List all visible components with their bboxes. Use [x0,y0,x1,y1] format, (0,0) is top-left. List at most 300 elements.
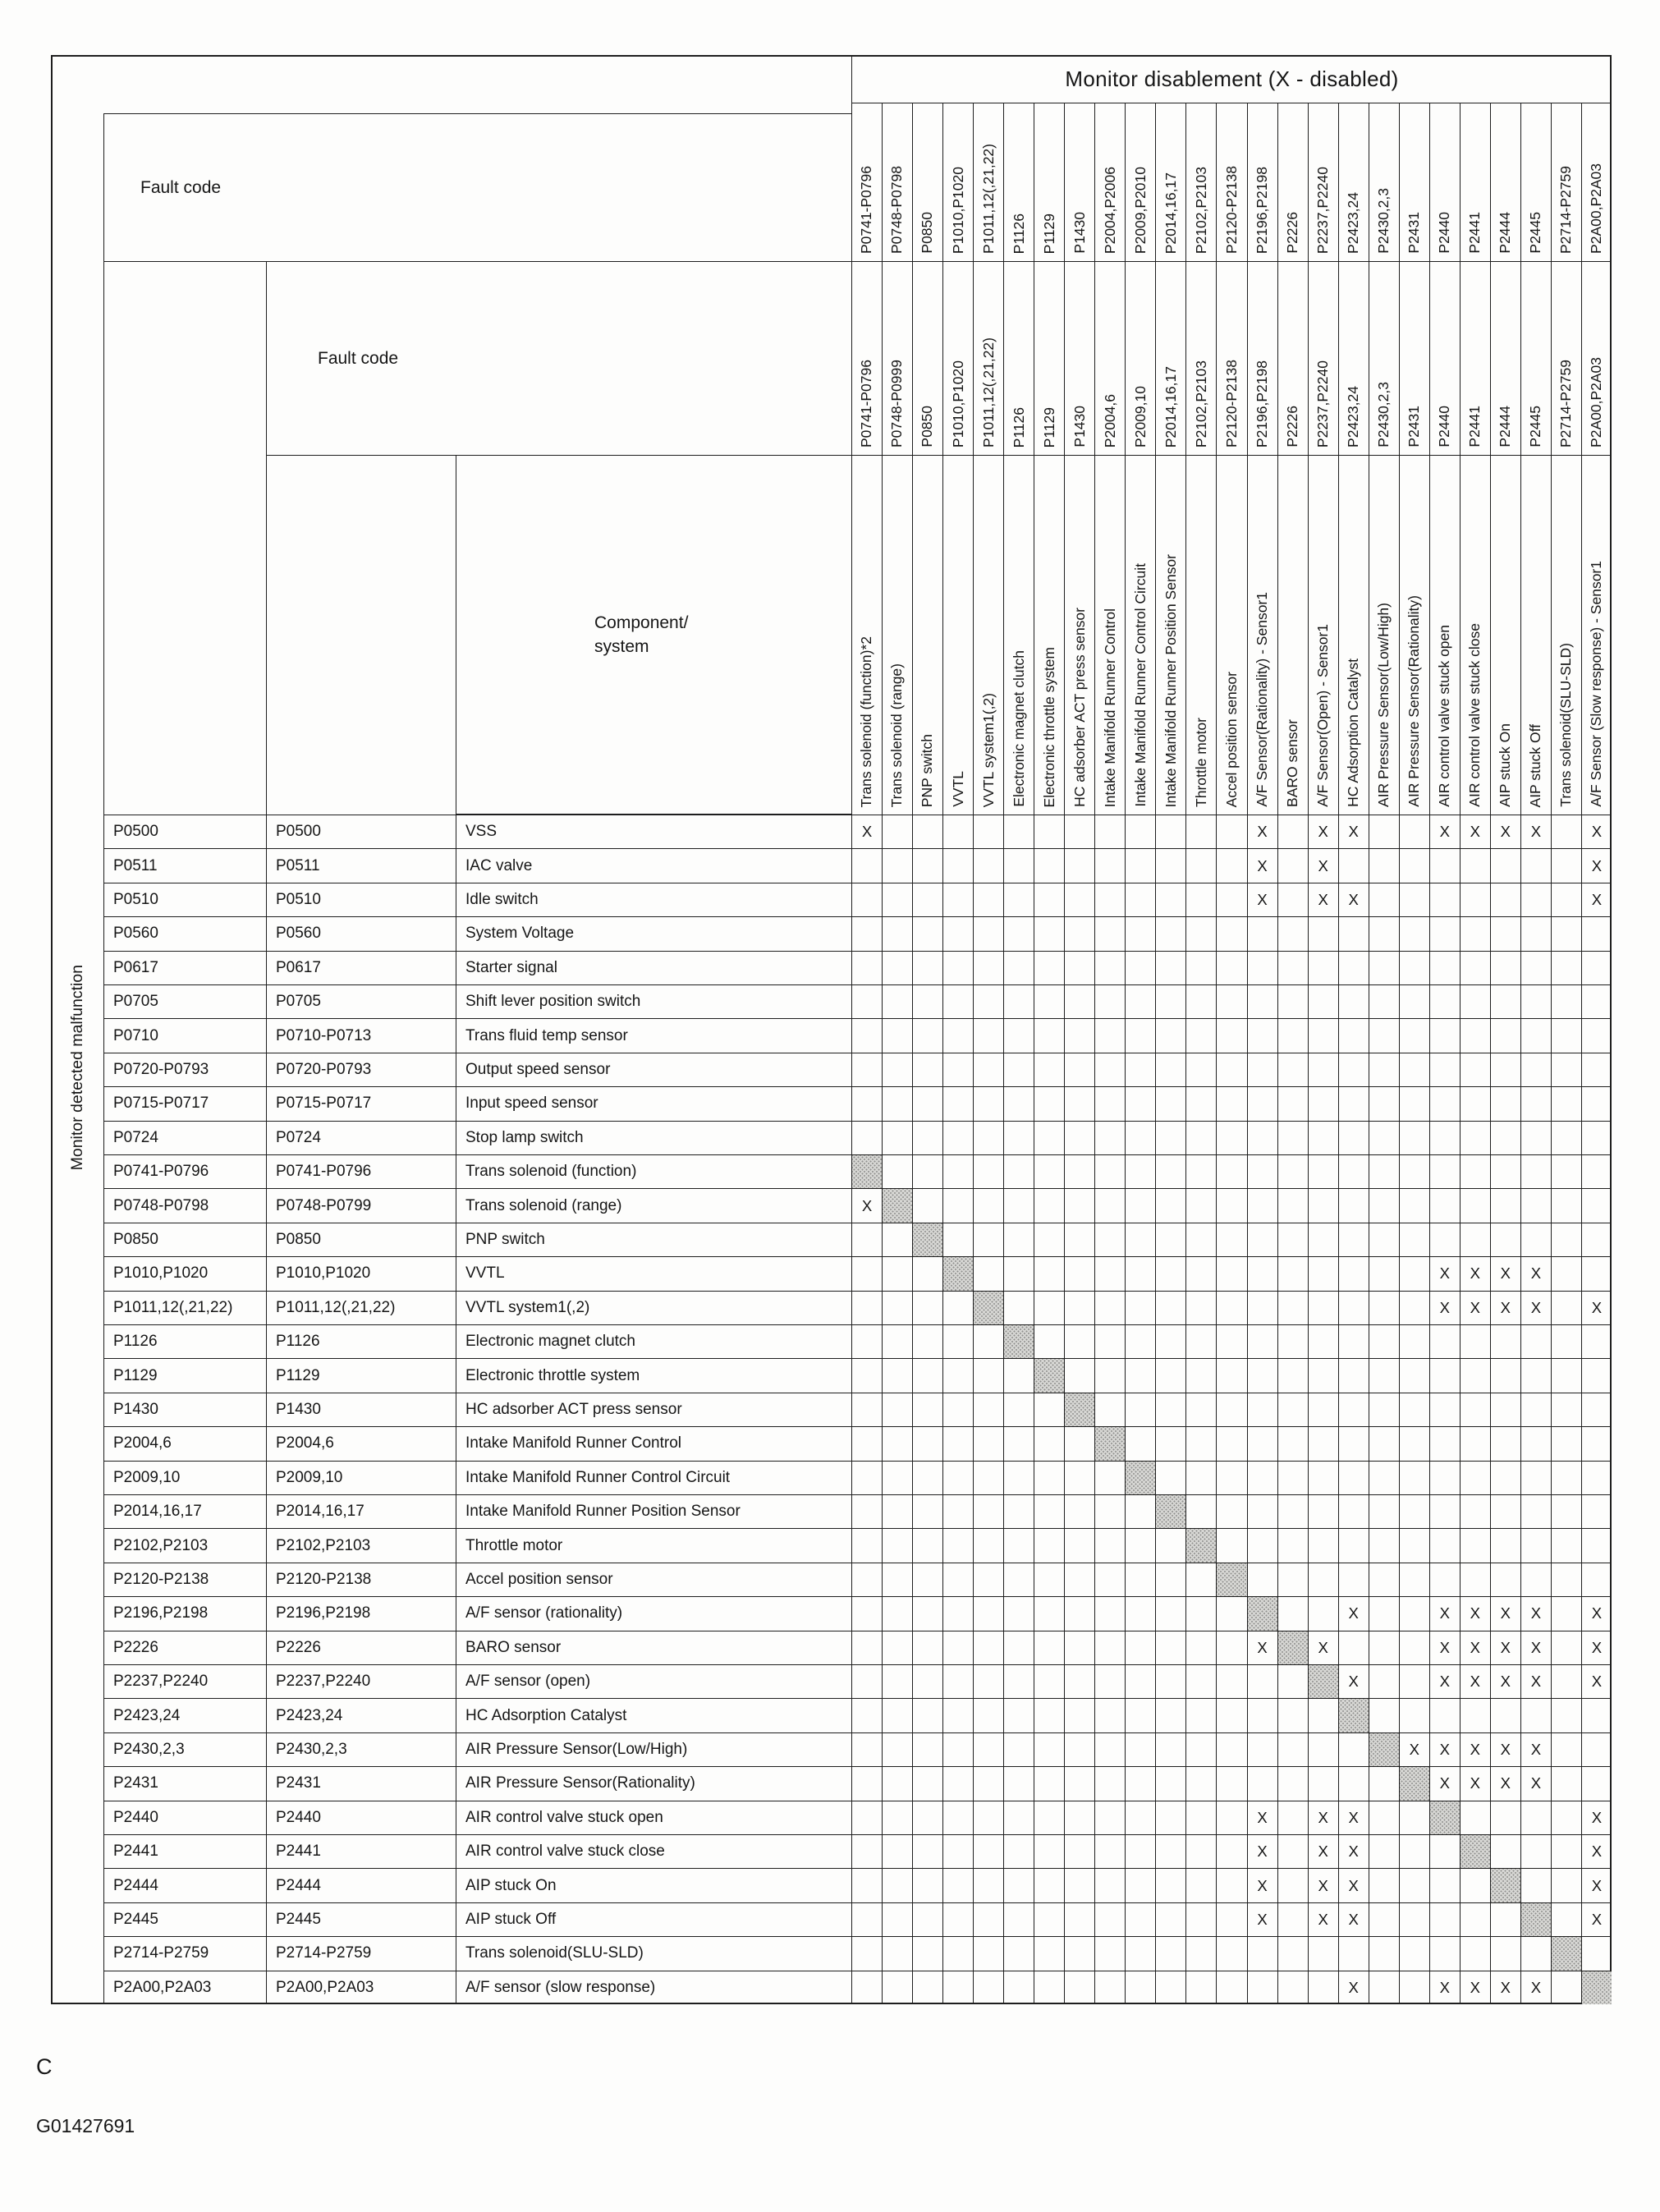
mark-cell [1125,1393,1155,1426]
mark-cell [1247,1324,1277,1358]
mark-cell: X [1308,1902,1338,1936]
mark-cell [1064,1936,1094,1970]
mark-cell [1551,1834,1581,1868]
mark-cell: X [1338,1664,1369,1698]
mark-cell [1034,1801,1064,1834]
mark-cell [942,1528,973,1562]
column-header-label: P2714-P2759 [1557,359,1575,447]
column-header-code-row1 [1155,103,1185,262]
mark-cell [1247,1494,1277,1528]
mark-cell: X [1520,1256,1551,1290]
mark-cell: X [1581,1596,1612,1630]
mark-cell [1399,1834,1429,1868]
column-header-label: P1126 [1010,213,1027,254]
mark-cell [1185,1664,1216,1698]
mark-cell [1094,1868,1125,1902]
mark-cell [1429,1698,1460,1732]
mark-cell [1551,848,1581,882]
fault-code-cell-1: P2445 [103,1902,266,1936]
mark-cell: X [1581,815,1612,848]
mark-cell [1125,1053,1155,1086]
mark-cell [851,1358,882,1392]
mark-cell [1247,1664,1277,1698]
mark-cell [1125,1834,1155,1868]
fault-code-cell-1: P1011,12(,21,22) [103,1291,266,1324]
mark-cell [1520,1358,1551,1392]
mark-cell [1216,916,1246,950]
mark-cell [1277,1154,1308,1188]
column-header-component [1277,456,1308,815]
mark-cell: X [1338,1834,1369,1868]
mark-cell [1185,815,1216,848]
mark-cell [942,1358,973,1392]
fault-code-cell-2: P0710-P0713 [266,1018,456,1052]
fault-code-cell-1: P0500 [103,815,266,848]
column-header-label: P2441 [1466,212,1483,254]
mark-cell [882,1053,912,1086]
mark-cell [1064,1053,1094,1086]
mark-cell [912,1902,942,1936]
mark-cell [1551,1698,1581,1732]
mark-cell [1034,1154,1064,1188]
column-header-code-row2 [1125,262,1155,456]
mark-cell [1490,1018,1520,1052]
column-header-label: P2440 [1436,406,1453,447]
mark-cell [1034,1393,1064,1426]
fault-code-cell-1: P2A00,P2A03 [103,1971,266,2004]
mark-cell [1581,1698,1612,1732]
mark-cell [1581,984,1612,1018]
fault-code-cell-2: P0748-P0799 [266,1188,456,1222]
mark-cell [912,984,942,1018]
mark-cell [1277,951,1308,984]
mark-cell [1429,883,1460,916]
mark-cell [1338,1393,1369,1426]
mark-cell [1185,1154,1216,1188]
column-header-code-row1 [1064,103,1094,262]
column-header-label: P2A00,P2A03 [1588,163,1605,254]
column-header-code-row1 [1185,103,1216,262]
column-header-label: Intake Manifold Runner Position Sensor [1162,553,1179,807]
mark-cell [1094,1393,1125,1426]
mark-cell [1155,815,1185,848]
mark-cell [1490,1494,1520,1528]
mark-cell [1247,1358,1277,1392]
mark-cell [851,1324,882,1358]
mark-cell [912,1358,942,1392]
mark-cell [1338,1154,1369,1188]
column-header-label: P2237,P2240 [1314,166,1331,254]
mark-cell [882,1086,912,1120]
mark-cell [1520,1324,1551,1358]
mark-cell [1399,1393,1429,1426]
fault-code-cell-2: P0617 [266,951,456,984]
mark-cell [1155,1324,1185,1358]
mark-cell [1216,1766,1246,1800]
mark-cell [1155,984,1185,1018]
mark-cell [1429,1324,1460,1358]
mark-cell [1003,1494,1034,1528]
mark-cell [1338,1188,1369,1222]
component-cell: VSS [456,815,851,848]
mark-cell: X [1247,1631,1277,1664]
mark-cell [1185,1291,1216,1324]
mark-cell [1155,1121,1185,1154]
mark-cell: X [1490,1291,1520,1324]
mark-cell [1003,951,1034,984]
mark-cell [912,1971,942,2004]
mark-cell [1155,883,1185,916]
mark-cell [1338,1631,1369,1664]
mark-cell [1308,1563,1338,1596]
fault-code-cell-1: P1430 [103,1393,266,1426]
mark-cell [1247,1732,1277,1766]
mark-cell [1551,1426,1581,1460]
mark-cell [1520,1018,1551,1052]
mark-cell [1247,916,1277,950]
mark-cell [1155,1188,1185,1222]
mark-cell: X [1308,1631,1338,1664]
fault-code-cell-2: P2440 [266,1801,456,1834]
component-cell: Stop lamp switch [456,1121,851,1154]
mark-cell [1520,1154,1551,1188]
mark-cell [912,1256,942,1290]
mark-cell [1185,1732,1216,1766]
mark-cell [1094,1324,1125,1358]
column-header-label: P2423,24 [1345,386,1362,447]
mark-cell [1338,1732,1369,1766]
mark-cell [1520,883,1551,916]
mark-cell [1034,1018,1064,1052]
mark-cell [1094,883,1125,916]
mark-cell [882,1426,912,1460]
column-header-label: BARO sensor [1283,719,1300,807]
mark-cell: X [1247,1902,1277,1936]
mark-cell [1551,1461,1581,1494]
mark-cell [1216,1801,1246,1834]
column-header-label: P1011,12(,21,22) [979,337,997,447]
mark-cell [1308,1256,1338,1290]
fault-code-cell-2: P0560 [266,916,456,950]
mark-cell [1064,916,1094,950]
mark-cell [942,883,973,916]
mark-cell [1520,1563,1551,1596]
column-header-code-row2 [1551,262,1581,456]
mark-cell: X [1429,1256,1460,1290]
mark-cell [1155,1801,1185,1834]
mark-cell [1064,1902,1094,1936]
mark-cell [1277,1256,1308,1290]
fault-code-cell-1: P0720-P0793 [103,1053,266,1086]
mark-cell [1520,1868,1551,1902]
fault-code-cell-2: P2444 [266,1868,456,1902]
mark-cell [1369,1664,1399,1698]
fault-code-cell-2: P2A00,P2A03 [266,1971,456,2004]
mark-cell [1125,1018,1155,1052]
mark-cell [1185,951,1216,984]
mark-cell [942,1494,973,1528]
mark-cell [1277,1188,1308,1222]
mark-cell [1216,1936,1246,1970]
mark-cell [1308,984,1338,1018]
mark-cell [1369,916,1399,950]
column-header-code-row1 [912,103,942,262]
mark-cell [1429,984,1460,1018]
mark-cell [1520,1223,1551,1256]
mark-cell [851,1936,882,1970]
self-fault-shaded-cell [1064,1393,1094,1426]
mark-cell [1034,1256,1064,1290]
mark-cell [1216,1291,1246,1324]
mark-cell [1429,1154,1460,1188]
mark-cell [1369,1358,1399,1392]
mark-cell [1247,1461,1277,1494]
mark-cell [1216,1528,1246,1562]
mark-cell [942,1664,973,1698]
mark-cell [1369,1494,1399,1528]
mark-cell [851,1631,882,1664]
mark-cell [1155,1256,1185,1290]
mark-cell [1369,1018,1399,1052]
mark-cell [973,1086,1003,1120]
mark-cell [1247,1393,1277,1426]
column-header-code-row1 [1003,103,1034,262]
mark-cell [1308,1324,1338,1358]
mark-cell [1247,1256,1277,1290]
mark-cell [1216,1902,1246,1936]
mark-cell [1308,1494,1338,1528]
fault-code-cell-2: P2014,16,17 [266,1494,456,1528]
mark-cell [942,1868,973,1902]
mark-cell [973,883,1003,916]
fault-code-cell-1: P0741-P0796 [103,1154,266,1188]
mark-cell [882,1393,912,1426]
mark-cell [1369,1086,1399,1120]
mark-cell [1551,1563,1581,1596]
fault-code-cell-1: P2102,P2103 [103,1528,266,1562]
mark-cell [1155,1936,1185,1970]
self-fault-shaded-cell [1277,1631,1308,1664]
mark-cell [1520,984,1551,1018]
mark-cell [1460,1188,1490,1222]
column-header-label: P2A00,P2A03 [1588,357,1605,447]
mark-cell [851,1732,882,1766]
mark-cell: X [1247,848,1277,882]
mark-cell [1490,1188,1520,1222]
mark-cell [851,1868,882,1902]
mark-cell [851,848,882,882]
mark-cell [1216,984,1246,1018]
component-cell: AIP stuck Off [456,1902,851,1936]
mark-cell [1185,1358,1216,1392]
mark-cell [1277,1698,1308,1732]
mark-cell [882,1698,912,1732]
fault-code-cell-1: P2237,P2240 [103,1664,266,1698]
mark-cell [912,1596,942,1630]
column-header-label: P1129 [1040,213,1057,254]
mark-cell [1247,1563,1277,1596]
mark-cell [1247,1188,1277,1222]
mark-cell [1551,1732,1581,1766]
column-header-code-row1 [1216,103,1246,262]
mark-cell [882,1732,912,1766]
mark-cell [1064,951,1094,984]
mark-cell [1003,1291,1034,1324]
mark-cell [1216,1971,1246,2004]
mark-cell [912,1461,942,1494]
component-cell: Electronic magnet clutch [456,1324,851,1358]
mark-cell [1460,1324,1490,1358]
column-header-code-row1 [1551,103,1581,262]
mark-cell [1247,1528,1277,1562]
mark-cell [1125,883,1155,916]
fault-code-cell-2: P2431 [266,1766,456,1800]
mark-cell [1399,1461,1429,1494]
mark-cell [942,951,973,984]
mark-cell [1155,1834,1185,1868]
mark-cell [851,951,882,984]
mark-cell [1155,848,1185,882]
mark-cell [1308,1291,1338,1324]
component-cell: AIP stuck On [456,1868,851,1902]
mark-cell [973,1971,1003,2004]
column-header-label: P0741-P0796 [858,359,875,447]
fault-code-cell-2: P2196,P2198 [266,1596,456,1630]
mark-cell [882,1154,912,1188]
mark-cell [1185,1426,1216,1460]
component-cell: A/F sensor (rationality) [456,1596,851,1630]
mark-cell [1247,1291,1277,1324]
mark-cell: X [1520,1596,1551,1630]
self-fault-shaded-cell [1094,1426,1125,1460]
mark-cell [1460,1018,1490,1052]
mark-cell [1125,1766,1155,1800]
mark-cell [1155,1154,1185,1188]
mark-cell [1551,1664,1581,1698]
mark-cell [1277,1766,1308,1800]
mark-cell [1581,1018,1612,1052]
column-header-label: AIP stuck Off [1527,723,1544,807]
mark-cell: X [1490,1664,1520,1698]
mark-cell [1369,1121,1399,1154]
mark-cell [1185,1631,1216,1664]
mark-cell [1216,1086,1246,1120]
mark-cell [1185,1018,1216,1052]
mark-cell [1247,1018,1277,1052]
mark-cell [1094,1053,1125,1086]
mark-cell [1125,1256,1155,1290]
column-header-component [1460,456,1490,815]
mark-cell [851,1053,882,1086]
column-header-component [1247,456,1277,815]
mark-cell: X [1460,1664,1490,1698]
mark-cell [1125,1596,1155,1630]
mark-cell [1581,1121,1612,1154]
column-header-component [1490,456,1520,815]
component-cell: Trans fluid temp sensor [456,1018,851,1052]
fault-code-cell-1: P1129 [103,1358,266,1392]
mark-cell [973,1358,1003,1392]
mark-cell [1369,1971,1399,2004]
mark-cell [1490,1426,1520,1460]
mark-cell [1185,1698,1216,1732]
mark-cell [1034,1086,1064,1120]
component-cell: HC adsorber ACT press sensor [456,1393,851,1426]
mark-cell [1338,1358,1369,1392]
left-axis-label: Monitor detected malfunction [68,964,87,1171]
column-header-label: AIR control valve stuck close [1466,623,1483,807]
column-header-label: PNP switch [919,733,936,807]
mark-cell [1581,1358,1612,1392]
fault-code-cell-2: P2237,P2240 [266,1664,456,1698]
mark-cell: X [1308,1801,1338,1834]
mark-cell [1277,1664,1308,1698]
mark-cell [1216,1494,1246,1528]
column-header-label: P2431 [1405,212,1423,254]
mark-cell [1308,1426,1338,1460]
mark-cell [1338,1494,1369,1528]
mark-cell [1308,916,1338,950]
fault-code-cell-2: P0500 [266,815,456,848]
mark-cell [1369,1324,1399,1358]
mark-cell [973,984,1003,1018]
mark-cell [1094,1801,1125,1834]
mark-cell: X [1490,1596,1520,1630]
self-fault-shaded-cell [1125,1461,1155,1494]
column-header-label: HC Adsorption Catalyst [1345,659,1362,807]
mark-cell [1094,1902,1125,1936]
mark-cell [1369,1053,1399,1086]
mark-cell [1308,1188,1338,1222]
mark-cell [851,1902,882,1936]
column-header-label: P2430,2,3 [1375,382,1392,447]
mark-cell [1216,1664,1246,1698]
mark-cell [1369,1698,1399,1732]
column-header-label: P2440 [1436,212,1453,254]
mark-cell [1338,1563,1369,1596]
mark-cell [973,1223,1003,1256]
mark-cell [1520,951,1551,984]
column-header-code-row1 [1338,103,1369,262]
column-header-label: P2014,16,17 [1162,172,1179,254]
mark-cell [1125,1936,1155,1970]
mark-cell [1308,1766,1338,1800]
column-header-code-row2 [912,262,942,456]
mark-cell [1308,951,1338,984]
fault-code-cell-1: P1126 [103,1324,266,1358]
mark-cell [1551,1121,1581,1154]
mark-cell [1064,1018,1094,1052]
mark-cell [1520,1188,1551,1222]
mark-cell [1520,1393,1551,1426]
mark-cell [1551,1393,1581,1426]
column-header-label: P2120-P2138 [1222,359,1240,447]
self-fault-shaded-cell [1460,1834,1490,1868]
mark-cell [912,1698,942,1732]
mark-cell [1125,1086,1155,1120]
mark-cell [1155,1018,1185,1052]
mark-cell [851,1596,882,1630]
fault-code-cell-2: P0850 [266,1223,456,1256]
mark-cell [1003,1563,1034,1596]
mark-cell [1581,1086,1612,1120]
mark-cell [1338,916,1369,950]
mark-cell [1155,1426,1185,1460]
mark-cell [1277,1053,1308,1086]
mark-cell [1520,1086,1551,1120]
mark-cell [1125,1358,1155,1392]
mark-cell [1338,1086,1369,1120]
